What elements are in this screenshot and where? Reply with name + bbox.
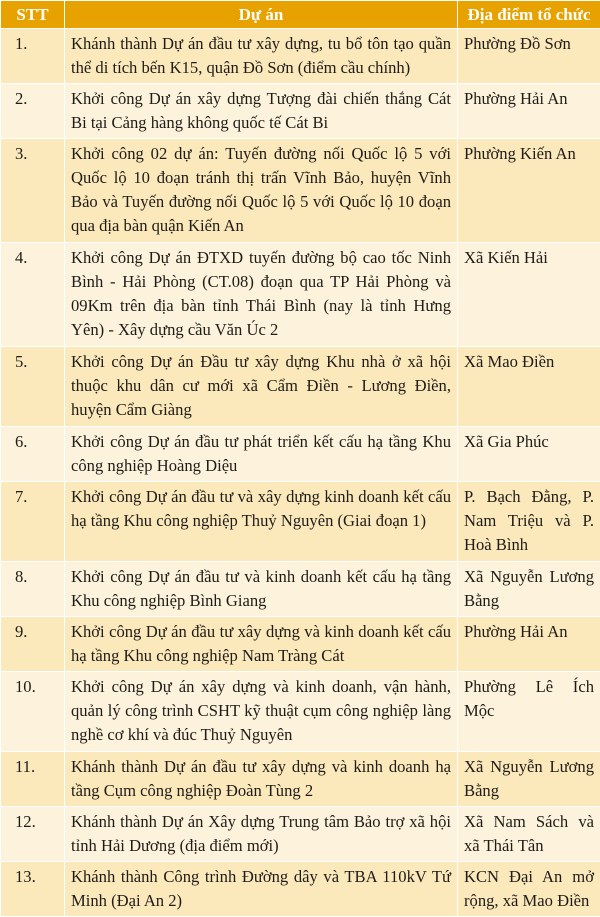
header-stt: STT bbox=[1, 1, 65, 29]
table-row bbox=[1, 84, 600, 139]
header-location: Địa điểm tổ chức bbox=[458, 1, 600, 29]
row-project: Khởi công Dự án Đầu tư xây dựng Khu nhà ở xã hội thuộc khu dân cư mới xã Cẩm Điền - Lương Điền, huyện Cẩm Giàng bbox=[65, 347, 458, 427]
row-project: Khởi công Dự án đầu tư xây dựng và kinh doanh kết cấu hạ tầng Khu công nghiệp Nam Tràng Cát bbox=[65, 616, 458, 671]
row-location: Phường Đồ Sơn bbox=[458, 29, 600, 84]
row-project: Khởi công 02 dự án: Tuyến đường nối Quốc lộ 5 với Quốc lộ 10 đoạn tránh thị trấn Vĩnh Bảo, huyện Vĩnh Bảo và Tuyến đường nối Quốc lộ 5 với Quốc lộ 10 đoạn qua địa bàn quận Kiến An bbox=[65, 139, 458, 243]
table-row bbox=[1, 751, 600, 806]
row-stt: 13. bbox=[1, 861, 65, 916]
row-stt: 10. bbox=[1, 671, 65, 751]
row-project: Khởi công Dự án xây dựng Tượng đài chiến thắng Cát Bi tại Cảng hàng không quốc tế Cát Bi bbox=[65, 84, 458, 139]
table-row bbox=[1, 616, 600, 671]
row-location: KCN Đại An mở rộng, xã Mao Điền bbox=[458, 861, 600, 916]
table-row bbox=[1, 347, 600, 427]
row-stt: 8. bbox=[1, 561, 65, 616]
row-stt: 5. bbox=[1, 347, 65, 427]
row-project: Khởi công Dự án đầu tư và kinh doanh kết cấu hạ tầng Khu công nghiệp Bình Giang bbox=[65, 561, 458, 616]
row-location: Xã Gia Phúc bbox=[458, 427, 600, 482]
table-row bbox=[1, 861, 600, 916]
table-row bbox=[1, 806, 600, 861]
row-stt: 6. bbox=[1, 427, 65, 482]
row-project: Khánh thành Dự án đầu tư xây dựng và kinh doanh hạ tầng Cụm công nghiệp Đoàn Tùng 2 bbox=[65, 751, 458, 806]
row-project: Khởi công Dự án ĐTXD tuyến đường bộ cao tốc Ninh Bình - Hải Phòng (CT.08) đoạn qua TP Hải Phòng và 09Km trên địa bàn tỉnh Thái Bình (nay là tỉnh Hưng Yên) - Xây dựng cầu Văn Úc 2 bbox=[65, 243, 458, 347]
row-project: Khánh thành Dự án Xây dựng Trung tâm Bảo trợ xã hội tỉnh Hải Dương (địa điểm mới) bbox=[65, 806, 458, 861]
table-row bbox=[1, 561, 600, 616]
table-row bbox=[1, 243, 600, 347]
row-project: Khánh thành Dự án đầu tư xây dựng, tu bổ tôn tạo quần thể di tích bến K15, quận Đồ Sơn (điểm cầu chính) bbox=[65, 29, 458, 84]
table-row bbox=[1, 427, 600, 482]
row-location: Phường Lê Ích Mộc bbox=[458, 671, 600, 751]
table-row bbox=[1, 671, 600, 751]
row-stt: 11. bbox=[1, 751, 65, 806]
row-stt: 2. bbox=[1, 84, 65, 139]
row-project: Khởi công Dự án đầu tư phát triển kết cấu hạ tầng Khu công nghiệp Hoàng Diệu bbox=[65, 427, 458, 482]
row-project: Khởi công Dự án đầu tư và xây dựng kinh doanh kết cấu hạ tầng Khu công nghiệp Thuỷ Nguyên (Giai đoạn 1) bbox=[65, 482, 458, 562]
row-location: Xã Nguyễn Lương Bằng bbox=[458, 751, 600, 806]
row-location: P. Bạch Đằng, P. Nam Triệu và P. Hoà Bình bbox=[458, 482, 600, 562]
row-stt: 4. bbox=[1, 243, 65, 347]
row-stt: 7. bbox=[1, 482, 65, 562]
row-location: Xã Mao Điền bbox=[458, 347, 600, 427]
row-stt: 9. bbox=[1, 616, 65, 671]
row-location: Phường Hải An bbox=[458, 616, 600, 671]
header-project: Dự án bbox=[65, 1, 458, 29]
row-location: Phường Hải An bbox=[458, 84, 600, 139]
row-stt: 12. bbox=[1, 806, 65, 861]
row-stt: 3. bbox=[1, 139, 65, 243]
row-project: Khánh thành Công trình Đường dây và TBA 110kV Tứ Minh (Đại An 2) bbox=[65, 861, 458, 916]
header-row bbox=[1, 1, 600, 29]
row-project: Khởi công Dự án xây dựng và kinh doanh, vận hành, quản lý công trình CSHT kỹ thuật cụm công nghiệp làng nghề cơ khí và đúc Thuỷ Nguyên bbox=[65, 671, 458, 751]
row-stt: 1. bbox=[1, 29, 65, 84]
table-row bbox=[1, 482, 600, 562]
row-location: Xã Nam Sách và xã Thái Tân bbox=[458, 806, 600, 861]
row-location: Phường Kiến An bbox=[458, 139, 600, 243]
row-location: Xã Kiến Hải bbox=[458, 243, 600, 347]
table-row bbox=[1, 139, 600, 243]
table-row bbox=[1, 29, 600, 84]
row-location: Xã Nguyễn Lương Bằng bbox=[458, 561, 600, 616]
